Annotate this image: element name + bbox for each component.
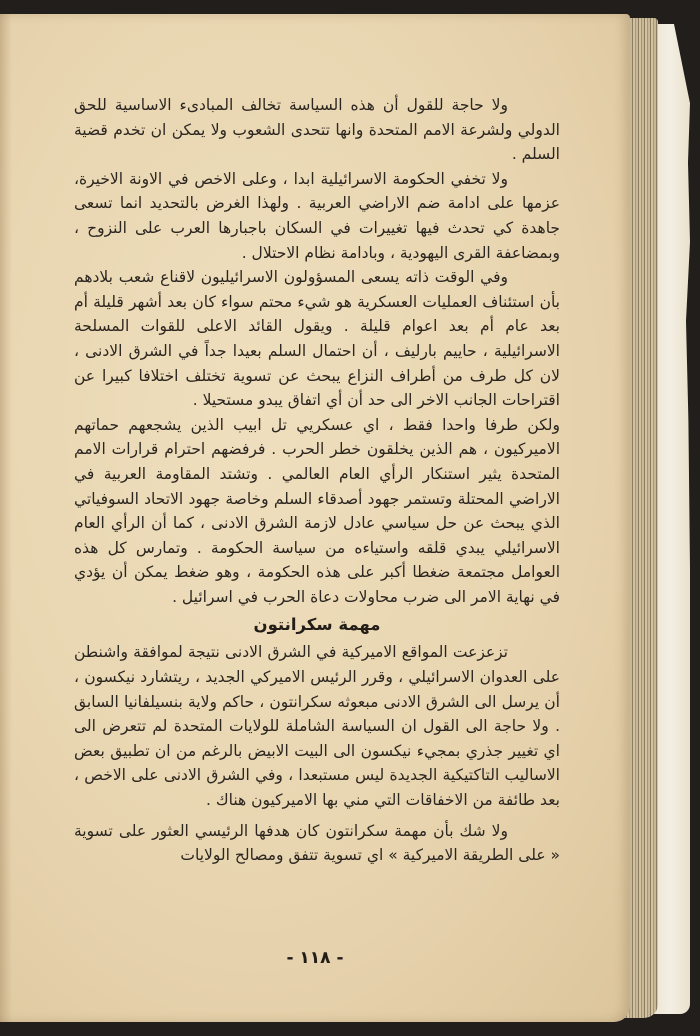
body-text [74,93,560,868]
paragraph: ولا حاجة للقول أن هذه السياسة تخالف المبادىء الاساسية للحق الدولي ولشرعة الامم المتحدة وانها تتحدى الشعوب ولا يمكن ان تخدم قضية السلم . [74,96,560,164]
paragraph: تزعزعت المواقع الاميركية في الشرق الادنى نتيجة لموافقة واشنطن على العدوان الاسرائيلي ، وقرر الرئيس الاميركي الجديد ، ريتشارد نيكسون ، أن يرسل الى الشرق الادنى مبعوثه سكرانتون ، حاكم ولاية بنسيلفانيا السابق . ولا حاجة الى القول ان السياسة الشاملة للولايات المتحدة لم تتعرض الى اي تغيير جذري بمجيء نيكسون الى البيت الابيض بالرغم من ان تطبيق بعض الاساليب التاكتيكية الجديدة ليس مستبعدا ، وفي الشرق الادنى على الاخص ، بعد طائفة من الاخفاقات التي مني بها الاميركيون هناك . [74,643,560,810]
paragraph: ولا شك بأن مهمة سكرانتون كان هدفها الرئيسي العثور على تسوية « على الطريقة الاميركية » اي تسوية تتفق ومصالح الولايات [74,821,560,865]
paragraph: ولا تخفي الحكومة الاسرائيلية ابدا ، وعلى الاخص في الاونة الاخيرة، عزمها على ادامة ضم الاراضي العربية . ولهذا الغرض بالتحديد انما تسعى جاهدة كي تحدث فيها تغييرات في السكان باجبارها العرب على النزوح ، وبمضاعفة القرى اليهودية ، وبادامة نظام الاحتلال . [74,169,560,262]
book-page [0,14,630,1022]
page-number: - ١١٨ - [286,948,344,968]
paragraph: ولكن طرفا واحدا فقط ، اي عسكريي تل ابيب الذين يشجعهم حماتهم الاميركيون ، هم الذين يخلقون خطر الحرب . فرفضهم احترام قرارات الامم المتحدة يثير استنكار الرأي العام العالمي . وتشتد المقاومة العربية في الاراضي المحتلة وتستمر جهود أصدقاء السلم وخاصة جهود الاتحاد السوفياتي الذي يبحث عن حل سياسي عادل لازمة الشرق الادنى ، كما أن الرأي العام الاسرائيلي يبدي قلقه واستياءه من سياسة الحكومة . وتمارس كل هذه العوامل مجتمعة ضغطا أكبر على هذه الحكومة ، وهو ضغط يمكن أن يؤدي في نهاية الامر الى ضرب محاولات دعاة الحرب في اسرائيل . [74,415,560,606]
section-heading: مهمة سكرانتون [253,615,381,635]
paragraph: وفي الوقت ذاته يسعى المسؤولون الاسرائيليون لاقناع شعب بلادهم بأن استئناف العمليات العسكرية هو شيء محتم سواء كان بعد أشهر قليلة أم بعد عام أم بعد اعوام قليلة . ويقول القائد الاعلى للقوات المسلحة الاسرائيلية ، حاييم بارليف ، أن احتمال السلم بعيدا جداً في الشرق الادنى ، لان كل طرف من أطراف النزاع يبحث عن تسوية تختلف اختلافا كبيرا عن اقتراحات الجانب الاخر الى حد أن أي اتفاق يبدو مستحيلا . [74,268,560,410]
